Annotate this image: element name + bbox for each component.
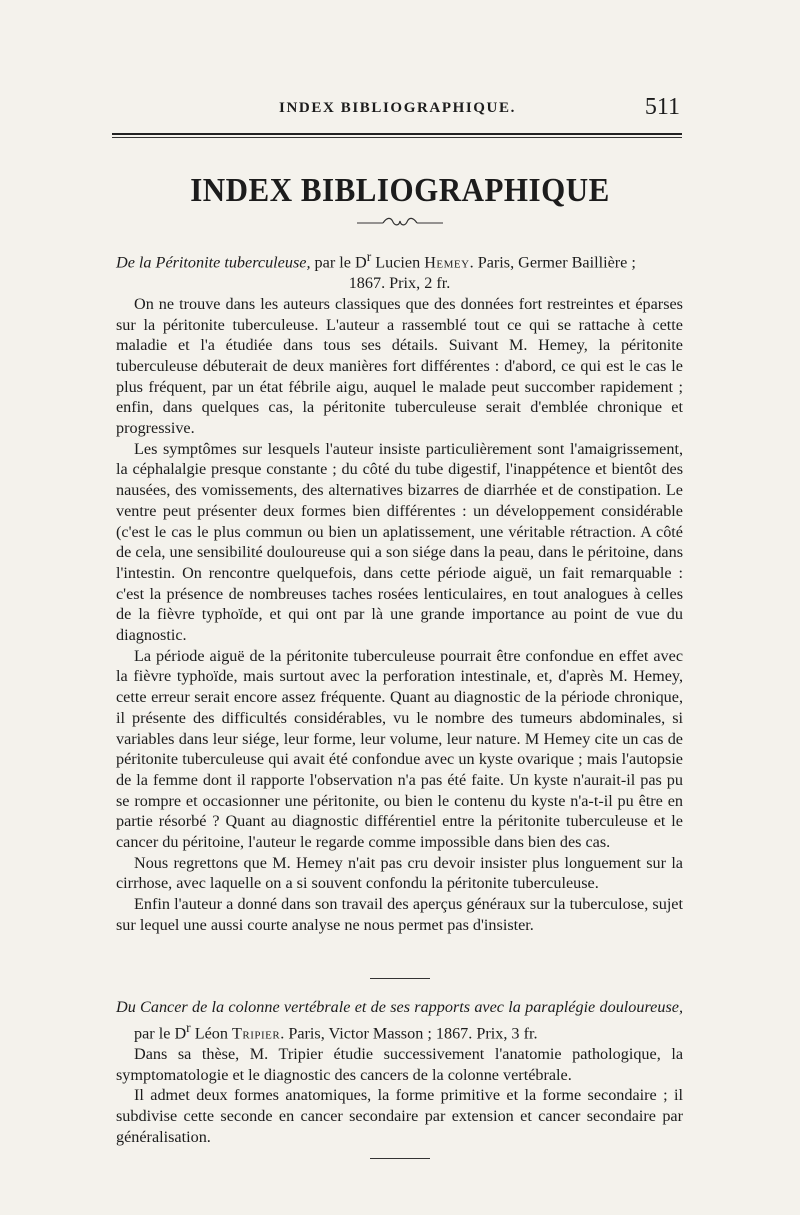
section-title: INDEX BIBLIOGRAPHIQUE bbox=[190, 170, 610, 209]
citation-price: 1867. Prix, 2 fr. bbox=[348, 274, 451, 293]
paragraph: Nous regrettons que M. Hemey n'ait pas cru devoir insister plus longuement sur la cirrhose, avec laquelle on a si souvent confondu la péritonite tuberculeuse. bbox=[116, 853, 683, 893]
entry-citation bbox=[116, 247, 683, 294]
ornament-flourish bbox=[355, 214, 445, 228]
separator-rule bbox=[370, 978, 430, 979]
citation-superscript: r bbox=[366, 249, 372, 264]
citation-text: par le D bbox=[134, 1024, 187, 1043]
paragraph: Enfin l'auteur a donné dans son travail des aperçus généraux sur la tuberculose, sujet sur lequel une aussi courte analyse ne nous permet pas d'insister. bbox=[116, 895, 683, 934]
paragraph: On ne trouve dans les auteurs classiques que des données fort restreintes et éparses sur la péritonite tuberculeuse. L'auteur a rassemblé tout ce qui se rattache à cette maladie et l'a étudiée dans tous ses détails. Suivant M. Hemey, la péritonite tuberculeuse débuterait de deux manières fort différentes : d'abord, ce qui est le cas le plus fréquent, par un état fébrile aigu, auquel le malade peut succomber rapidement ; enfin, dans quelques cas, la péritonite tuberculeuse serait d'emblée chronique et progressive. bbox=[116, 294, 683, 438]
entry-title: De la Péritonite tuberculeuse, bbox=[116, 253, 311, 272]
paragraph: Dans sa thèse, M. Tripier étudie successivement l'anatomie pathologique, la symptomatologie et le diagnostic des cancers de la colonne vertébrale. bbox=[116, 1044, 683, 1084]
citation-text: par le D bbox=[310, 253, 367, 272]
header-rule bbox=[112, 133, 682, 138]
paragraph: Les symptômes sur lesquels l'auteur insiste particulièrement sont l'amaigrissement, la céphalalgie presque constante ; du côté du tube digestif, l'inappétence et bientôt des nausées, des vomissements, des alternatives bizarres de diarrhée et de constipation. Le ventre peut présenter deux formes bien différentes : un développement considérable (c'est le cas le plus commun ou bien un aplatissement, une véritable rétraction. A côté de cela, une sensibilité douloureuse qui a son siége dans la peau, dans le péritoine, dans l'intestin. On rencontre quelquefois, dans cette période aiguë, un fait remarquable : c'est la présence de nombreuses taches rosées lenticulaires, en tout analogues à celles de la fièvre typhoïde, et qui ont par là une grande importance au point de vue du diagnostic. bbox=[116, 439, 683, 645]
citation-superscript: r bbox=[186, 1019, 191, 1035]
author-first-name: Lucien bbox=[371, 253, 425, 272]
bibliography-entry bbox=[116, 997, 683, 1147]
author-name: Hemey bbox=[424, 253, 470, 272]
bibliography-entry bbox=[116, 247, 683, 936]
citation-publisher: . Paris, Germer Baillière ; bbox=[469, 253, 636, 272]
author-name: Tripier bbox=[232, 1024, 281, 1043]
entry-title: Du Cancer de la colonne vertébrale et de ses rapports avec la paraplégie douloureuse, bbox=[116, 998, 683, 1016]
entry-citation bbox=[116, 997, 683, 1044]
paragraph: Il admet deux formes anatomiques, la forme primitive et la forme secondaire ; il subdivise cette seconde en cancer secondaire par extension et cancer secondaire par généralisation. bbox=[116, 1086, 683, 1146]
citation-publisher: . Paris, Victor Masson ; 1867. Prix, 3 fr. bbox=[280, 1024, 538, 1043]
running-title: INDEX BIBLIOGRAPHIQUE. bbox=[279, 100, 516, 116]
separator-rule bbox=[370, 1158, 430, 1159]
author-first-name: Léon bbox=[190, 1024, 232, 1043]
page-number: 511 bbox=[644, 94, 680, 120]
paragraph: La période aiguë de la péritonite tuberculeuse pourrait être confondue en effet avec la fièvre typhoïde, mais surtout avec la perforation intestinale, et, d'après M. Hemey, cette erreur serait encore assez fréquente. Quant au diagnostic de la période chronique, il présente des difficultés considérables, vu le nombre des tumeurs abdominales, si variables dans leur siége, leur forme, leur volume, leur nature. M Hemey cite un cas de péritonite tuberculeuse qui avait été confondue avec un kyste ovarique ; mais l'autopsie de la femme dont il rapporte l'observation n'a pas été faite. Un kyste n'aurait-il pas pu se rompre et occasionner une péritonite, ou bien le contenu du kyste n'a-t-il pu être en partie résorbé ? Quant au diagnostic différentiel entre la péritonite tuberculeuse et le cancer du péritoine, l'auteur le regarde comme impossible dans bien des cas. bbox=[116, 646, 683, 852]
